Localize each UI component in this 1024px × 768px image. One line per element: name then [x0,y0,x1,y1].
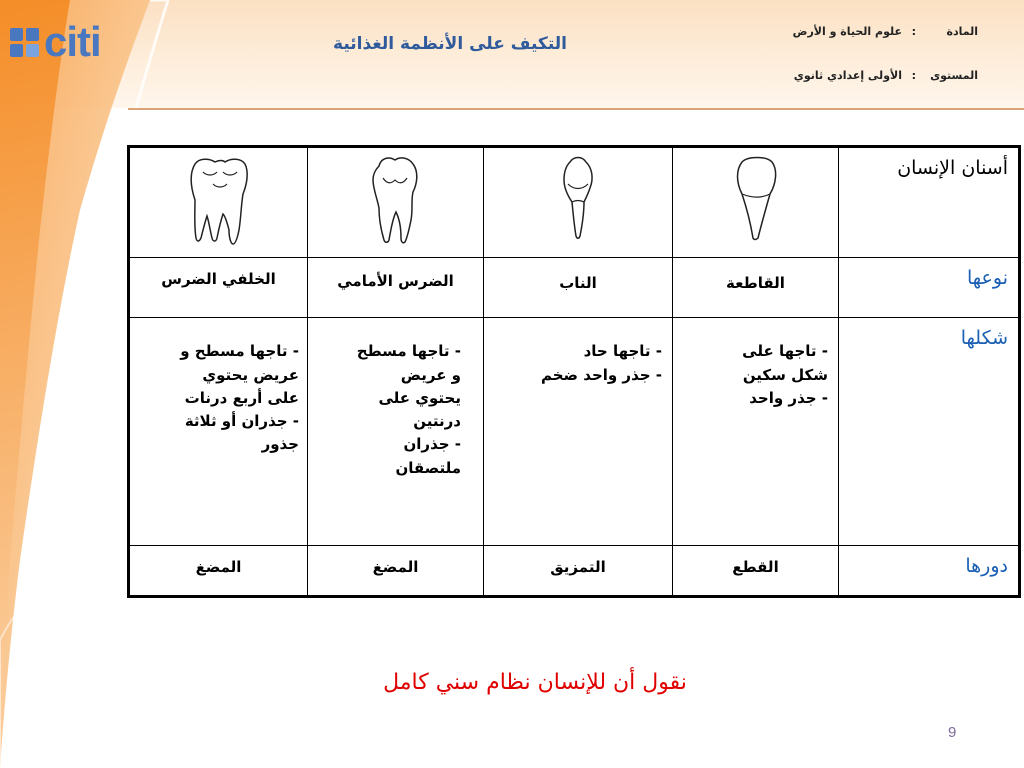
molar-cell [129,147,308,258]
table-row-pictures [129,147,1020,258]
page-number: 9 [948,724,957,741]
shape-canine-line: - جذر واحد ضخم [540,365,662,384]
premolar-cell [308,147,484,258]
shape-canine [484,318,673,546]
header-divider [128,108,1024,110]
shape-incisor-line: - جذر واحد [749,388,828,407]
type-canine: الناب [484,258,673,318]
molar-icon [179,154,259,250]
shape-incisor [673,318,839,546]
incisor-icon [726,154,786,242]
subject-label: المادة [946,25,978,38]
role-premolar: المضغ [308,546,484,597]
shape-premolar-line: ملتصقان [395,458,461,477]
row-header-shape: شكلها [839,318,1020,546]
table-row-type [129,258,1020,318]
table-row-shape [129,318,1020,546]
shape-molar-line: - تاجها مسطح و [180,342,299,361]
level-label: المستوى [930,69,978,82]
shape-molar-line: جذور [261,435,299,454]
type-incisor: القاطعة [673,258,839,318]
type-premolar: الضرس الأمامي [308,258,484,318]
logo-squares-icon [10,28,40,58]
shape-molar-line: عريض يحتوي [202,365,299,384]
canine-cell [484,147,673,258]
shape-molar-line: على أربع درنات [184,388,299,407]
role-molar: المضغ [129,546,308,597]
shape-molar-line: - جذران أو ثلاثة [184,412,299,430]
slide-title: التكيف على الأنظمة الغذائية [333,34,567,54]
shape-premolar [308,318,484,546]
level-separator: : [911,69,916,82]
shape-premolar-line: درنتين [413,412,461,430]
level-value: الأولى إعدادي ثانوي [793,69,902,82]
shape-incisor-line: - تاجها على [742,342,828,361]
shape-premolar-line: - تاجها مسطح [356,342,461,361]
shape-canine-line: - تاجها حاد [583,342,662,361]
shape-molar [129,318,308,546]
canine-icon [548,154,608,242]
conclusion-text: نقول أن للإنسان نظام سني كامل [383,670,687,695]
role-canine: التمزيق [484,546,673,597]
row-header-role: دورها [839,546,1020,597]
citi-logo [10,18,122,66]
row-header-teeth: أسنان الإنسان [839,147,1020,258]
table-row-role [129,546,1020,597]
row-header-type: نوعها [839,258,1020,318]
teeth-table [127,145,1021,598]
premolar-icon [361,154,431,250]
type-molar: الخلفي الضرس [129,258,308,318]
shape-incisor-line: شكل سكين [742,365,828,384]
shape-premolar-line: يحتوي على [378,388,461,407]
incisor-cell [673,147,839,258]
subject-value: علوم الحياة و الأرض [792,25,902,38]
shape-premolar-line: - جذران [403,435,461,454]
level-line [780,69,980,83]
shape-premolar-line: و عريض [400,365,461,384]
role-incisor: القطع [673,546,839,597]
logo-text: citi [44,18,101,65]
subject-separator: : [911,25,916,38]
subject-line [780,25,980,39]
